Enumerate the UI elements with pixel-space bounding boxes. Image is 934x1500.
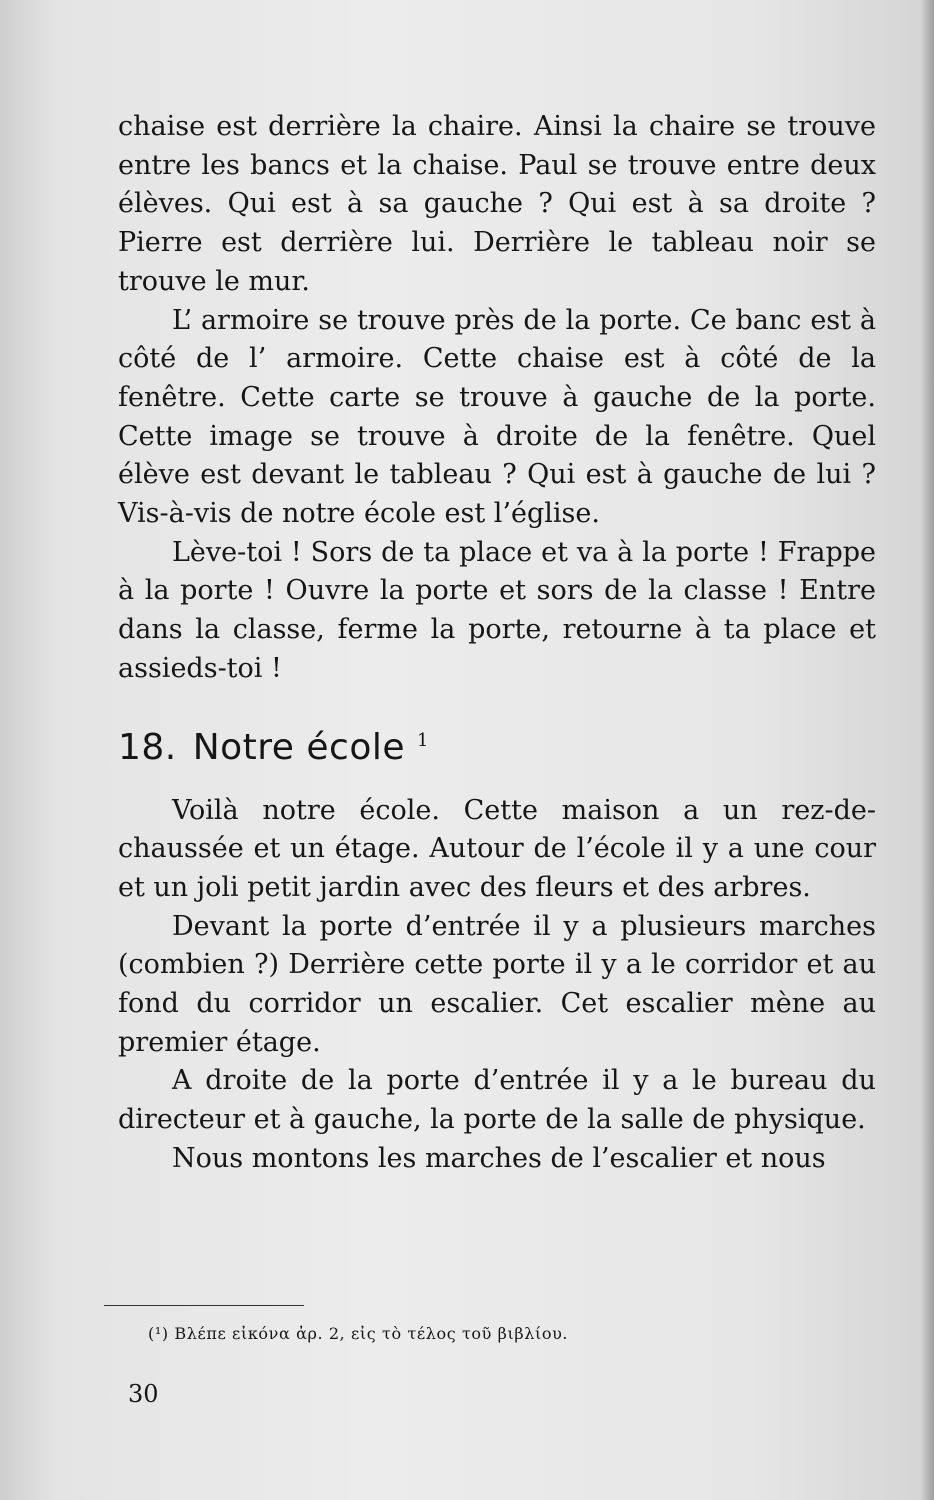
page-number: 30 bbox=[128, 1380, 159, 1408]
section-number: 18. bbox=[118, 726, 177, 768]
paragraph-1: chaise est derrière la chaire. Ainsi la chaire se trouve entre les bancs et la chaise. Paul se trouve entre deux élèves. Qui est à sa gauche ? Qui est à sa droite ? Pierre est derrière lui. Derrière le tableau noir se trouve le mur. bbox=[118, 111, 876, 297]
section-title-text: Notre école bbox=[192, 726, 406, 768]
section-heading bbox=[118, 719, 876, 770]
footnote-divider bbox=[104, 1305, 304, 1306]
footnote: (¹) Βλέπε εἰκόνα ἀρ. 2, εἰς τὸ τέλος τοῦ βιβλίου. bbox=[148, 1324, 569, 1343]
paragraph-4: Voilà notre école. Cette maison a un rez-de-chaussée et un étage. Autour de l’école il y a une cour et un joli petit jardin avec des fleurs et des arbres. bbox=[118, 794, 876, 903]
paragraph-5: Devant la porte d’entrée il y a plusieurs marches (combien ?) Derrière cette porte il y a le corridor et au fond du corridor un escalier. Cet escalier mène au premier étage. bbox=[118, 910, 876, 1058]
page-content bbox=[118, 108, 876, 1179]
paragraph-6: A droite de la porte d’entrée il y a le bureau du directeur et à gauche, la porte de la salle de physique. bbox=[118, 1065, 876, 1136]
paragraph-3: Lève-toi ! Sors de ta place et va à la porte ! Frappe à la porte ! Ouvre la porte et sors de la classe ! Entre dans la classe, ferme la porte, retourne à ta place et assieds-toi ! bbox=[118, 536, 876, 684]
page-edge-shadow bbox=[920, 0, 934, 1500]
footnote-marker: 1 bbox=[416, 729, 429, 751]
paragraph-2: L’ armoire se trouve près de la porte. Ce banc est à côté de l’ armoire. Cette chaise est à côté de la fenêtre. Cette carte se trouve à gauche de la porte. Cette image se trouve à droite de la fenêtre. Quel élève est devant le tableau ? Qui est à gauche de lui ? Vis-à-vis de notre école est l’église. bbox=[118, 304, 876, 530]
paragraph-7: Nous montons les marches de l’escalier et nous bbox=[172, 1142, 826, 1174]
